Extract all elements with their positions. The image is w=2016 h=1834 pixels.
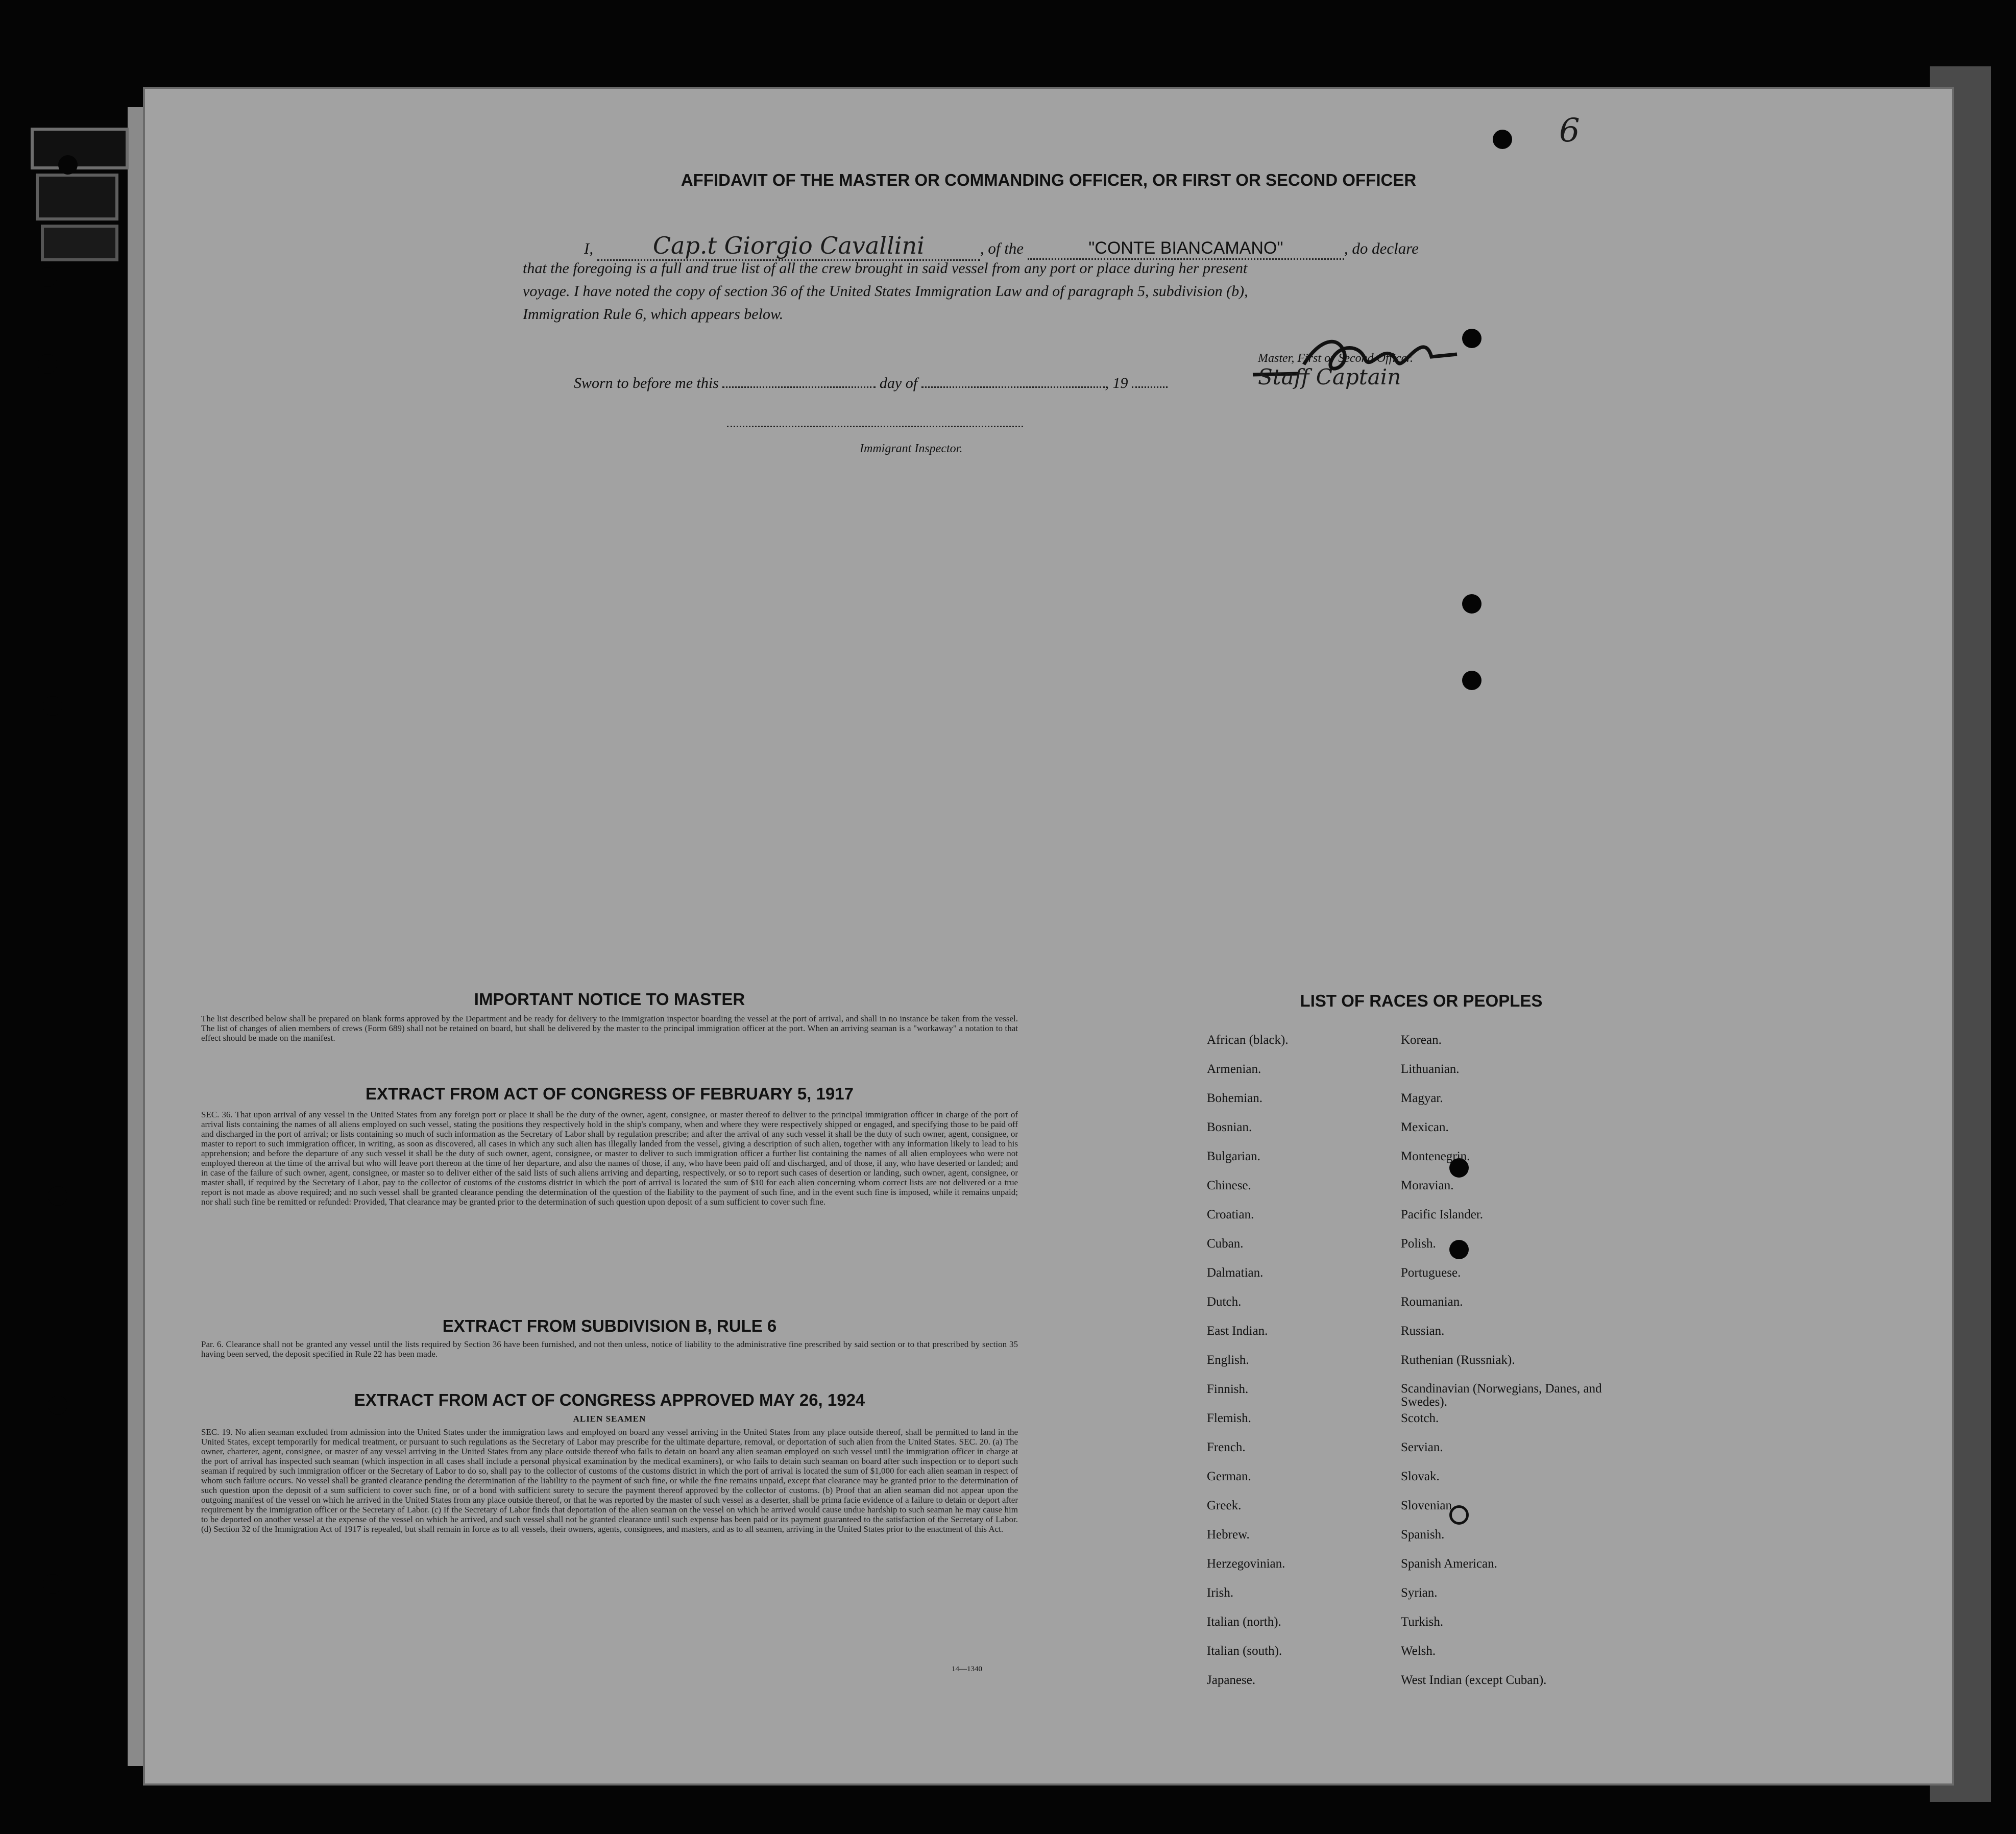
bleed-through (1651, 446, 1655, 461)
race-item: Portuguese. (1401, 1266, 1461, 1280)
race-item: Roumanian. (1401, 1295, 1463, 1309)
race-item: Irish. (1207, 1586, 1234, 1600)
sworn-year-field (1132, 386, 1168, 388)
race-item: Magyar. (1401, 1091, 1443, 1105)
signature-caption: Master, First or Second Officer. (1258, 352, 1413, 365)
document-page (143, 87, 1954, 1786)
race-item: Mexican. (1401, 1120, 1449, 1134)
notice-text: The list described below shall be prepared on blank forms approved by the Department and be ready for delivery to the immigration inspector boarding the vessel at the port of arrival, and shall in no instance be taken from the vessel. The list of changes of alien members of crews (Form 689) shall not be retained on board, but shall be delivered by the master to the principal immigration officer at the port. When an arriving seaman is a "workaway" a notation to that effect should be made on the manifest. (201, 1014, 1018, 1043)
race-item: Bosnian. (1207, 1120, 1252, 1134)
binder-hole (38, 267, 57, 287)
binder-hole (1462, 671, 1481, 690)
race-item: French. (1207, 1440, 1246, 1454)
extract-1924-title: EXTRACT FROM ACT OF CONGRESS APPROVED MAY 26, 1924 (354, 1390, 865, 1409)
captain-name: Cap.t Giorgio Cavallini (597, 232, 980, 261)
binder-hole (48, 1396, 67, 1415)
race-item: Korean. (1401, 1033, 1442, 1047)
binder-hole (38, 354, 57, 374)
race-item: Hebrew. (1207, 1528, 1250, 1542)
ship-name: "CONTE BIANCAMANO" (1028, 238, 1344, 260)
do-declare-label: , do declare (1344, 239, 1419, 257)
binder-hole (1462, 594, 1481, 614)
race-item: Russian. (1401, 1324, 1445, 1338)
races-left-column (1207, 1033, 1289, 1702)
extract-1917-title: EXTRACT FROM ACT OF CONGRESS OF FEBRUARY 5, 1917 (366, 1084, 854, 1103)
race-item: Scotch. (1401, 1411, 1439, 1425)
race-item: Dutch. (1207, 1295, 1242, 1309)
clip-mark (36, 174, 118, 221)
race-item: Croatian. (1207, 1208, 1254, 1221)
race-item: Welsh. (1401, 1644, 1436, 1658)
race-item: German. (1207, 1470, 1251, 1483)
race-item: Slovak. (1401, 1470, 1440, 1483)
race-item: Finnish. (1207, 1382, 1249, 1396)
binder-hole (43, 1574, 62, 1594)
page-edge (128, 107, 143, 1766)
race-item: Spanish. (1401, 1528, 1445, 1542)
binder-hole (43, 696, 62, 716)
race-item: West Indian (except Cuban). (1401, 1673, 1547, 1687)
extract-1924-text: SEC. 19. No alien seaman excluded from admission into the United States under the immigration laws and employed on board any vessel arriving in the United States from any place outside thereof, shall be permitted to land in the United States, except temporarily for medical treatment, or pursuant to such regulations as the Secretary of Labor may prescribe for the ultimate departure, removal, or deportation of such alien from the United States. SEC. 20. (a) The owner, charterer, agent, consignee, or master of any vessel arriving in the United States from any place outside thereof who fails to detain on board any alien seaman employed on such vessel until the immigration officer in charge at the port of arrival has inspected such seaman (which inspection in all cases shall include a personal physical examination by the medical examiners), or who fails to detain such seaman on board after such inspection or to deport such seaman if required by such immigration officer or the Secretary of Labor to do so, shall pay to the collector of customs of the customs district in which the port of arrival is located the sum of $1,000 for each alien seaman in respect of whom such failure occurs. No vessel shall be granted clearance pending the determination of the liability to the payment of such fine, or while the fine remains unpaid, except that clearance may be granted prior to the determination of such question upon the deposit of a sum sufficient to cover such fine, or of a bond with sufficient surety to secure the payment thereof approved by the collector of customs. (b) Proof that an alien seaman did not appear upon the outgoing manifest of the vessel on which he arrived in the United States from any place outside thereof, or that he was reported by the master of such vessel as a deserter, shall be prima facie evidence of a failure to detain or deport after requirement by the immigration officer or the Secretary of Labor. (c) If the Secretary of Labor finds that deportation of the alien seaman on the vessel on which he arrived would cause undue hardship to such seaman he may cause him to be deported on another vessel at the expense of the vessel on which he arrived, and such vessel shall not be granted clearance until such expense has been paid or its payment guaranteed to the satisfaction of the Secretary of Labor. (d) Section 32 of the Immigration Act of 1917 is repealed, but shall remain in force as to all vessels, their owners, agents, consignees, and masters, and as to all seamen, arriving in the United States prior to the enactment of this Act. (201, 1427, 1018, 1534)
of-the-label: , of the (980, 239, 1024, 257)
sworn-month-field (921, 386, 1105, 388)
page-number: 6 (1559, 112, 1580, 150)
declaration-line-4: Immigration Rule 6, which appears below. (523, 306, 784, 323)
declaration-line-1 (584, 232, 1419, 261)
race-item: Montenegrin. (1401, 1150, 1470, 1163)
affidavit-title: AFFIDAVIT OF THE MASTER OR COMMANDING OFFICER, OR FIRST OR SECOND OFFICER (681, 170, 1417, 189)
race-item: Pacific Islander. (1401, 1208, 1484, 1221)
inspector-caption: Immigrant Inspector. (860, 442, 963, 455)
binder-hole (48, 1186, 67, 1206)
race-item: Ruthenian (Russniak). (1401, 1353, 1515, 1367)
race-item: Greek. (1207, 1499, 1242, 1512)
day-of-label: day of (879, 375, 918, 392)
extract-1924-subtitle: ALIEN SEAMEN (573, 1414, 646, 1424)
form-code: 14—1340 (952, 1665, 982, 1673)
sworn-line (574, 375, 1168, 392)
race-item: Polish. (1401, 1237, 1436, 1251)
race-item: Japanese. (1207, 1673, 1256, 1687)
race-item: Spanish American. (1401, 1557, 1497, 1571)
race-item: Moravian. (1401, 1179, 1454, 1192)
binder-hole (1493, 130, 1512, 149)
declaration-prefix: I, (584, 239, 594, 257)
clip-mark (41, 225, 118, 261)
race-item: Turkish. (1401, 1615, 1444, 1629)
clip-mark (31, 128, 129, 169)
race-item: Herzegovinian. (1207, 1557, 1285, 1571)
race-item: Chinese. (1207, 1179, 1251, 1192)
race-item: Italian (south). (1207, 1644, 1282, 1658)
race-item: Flemish. (1207, 1411, 1251, 1425)
race-item: Bulgarian. (1207, 1150, 1260, 1163)
race-item: Servian. (1401, 1440, 1443, 1454)
sworn-day-field (722, 386, 876, 388)
race-item: Armenian. (1207, 1062, 1261, 1076)
race-item: Scandinavian (Norwegians, Danes, and Swedes). (1401, 1382, 1602, 1409)
sworn-label: Sworn to before me this (574, 375, 719, 392)
staff-captain-signature: Staff Captain (1258, 364, 1401, 389)
race-item: Italian (north). (1207, 1615, 1281, 1629)
race-item: Lithuanian. (1401, 1062, 1460, 1076)
races-right-column (1401, 1033, 1615, 1702)
extract-rule6-title: EXTRACT FROM SUBDIVISION B, RULE 6 (442, 1316, 777, 1335)
declaration-line-2: that the foregoing is a full and true list of all the crew brought in said vessel from any port or place during her present (523, 260, 1248, 277)
declaration-line-3: voyage. I have noted the copy of section 36 of the United States Immigration Law and of paragraph 5, subdivision (b), (523, 283, 1248, 300)
notice-title: IMPORTANT NOTICE TO MASTER (474, 990, 745, 1009)
race-item: African (black). (1207, 1033, 1289, 1047)
binder-hole (58, 155, 78, 175)
race-item: Dalmatian. (1207, 1266, 1264, 1280)
races-title: LIST OF RACES OR PEOPLES (1300, 991, 1543, 1010)
race-item: Slovenian. (1401, 1499, 1455, 1512)
race-item: English. (1207, 1353, 1249, 1367)
race-item: Cuban. (1207, 1237, 1244, 1251)
inspector-signature-line (727, 426, 1023, 427)
race-item: Syrian. (1401, 1586, 1438, 1600)
extract-1917-text: SEC. 36. That upon arrival of any vessel in the United States from any foreign port or place it shall be the duty of the owner, agent, consignee, or master thereof to deliver to the principal immigration officer in charge of the port of arrival lists containing the names of all aliens employed on such vessel, stating the positions they respectively hold in the ship's company, when and where they were respectively shipped or engaged, and specifying those to be paid off and discharged in the port of arrival; or lists containing so much of such information as the Secretary of Labor shall by regulation prescribe; and after the arrival of any such vessel it shall be the duty of such owner, agent, consignee, or master to report to such immigration officer, in writing, as soon as discovered, all cases in which any such alien has illegally landed from the vessel, giving a description of such alien, together with any information likely to lead to his apprehension; and before the departure of any such vessel it shall be the duty of such owner, agent, consignee, or master to deliver to such immigration officer a further list containing the names of all alien employees who were not employed thereon at the time of the arrival but who will leave port thereon at the time of her departure, and also the names of those, if any, who have been paid off and discharged, and of those, if any, who have deserted or landed; and in case of the failure of such owner, agent, consignee, or master so to deliver either of the said lists of such aliens arriving and departing, respectively, or so to report such cases of desertion or landing, such owner, agent, consignee, or master shall, if required by the Secretary of Labor, pay to the collector of customs of the customs district in which the port of arrival is located the sum of $10 for each alien concerning whom correct lists are not delivered or a true report is not made as above required; and no such vessel shall be granted clearance pending the determination of the question of the liability to the payment of such fine, and in the event such fine is imposed, while it remains unpaid; nor shall such fine be remitted or refunded: Provided, That clearance may be granted prior to the determination of such question upon deposit of a sum sufficient to cover such fine. (201, 1110, 1018, 1207)
extract-rule6-text: Par. 6. Clearance shall not be granted any vessel until the lists required by Section 36 have been furnished, and not then unless, notice of liability to the administrative fine prescribed by said section or to that prescribed by section 35 having been served, the deposit specified in Rule 22 has been made. (201, 1339, 1018, 1359)
race-item: East Indian. (1207, 1324, 1268, 1338)
race-item: Bohemian. (1207, 1091, 1263, 1105)
year-label: , 19 (1105, 375, 1128, 392)
